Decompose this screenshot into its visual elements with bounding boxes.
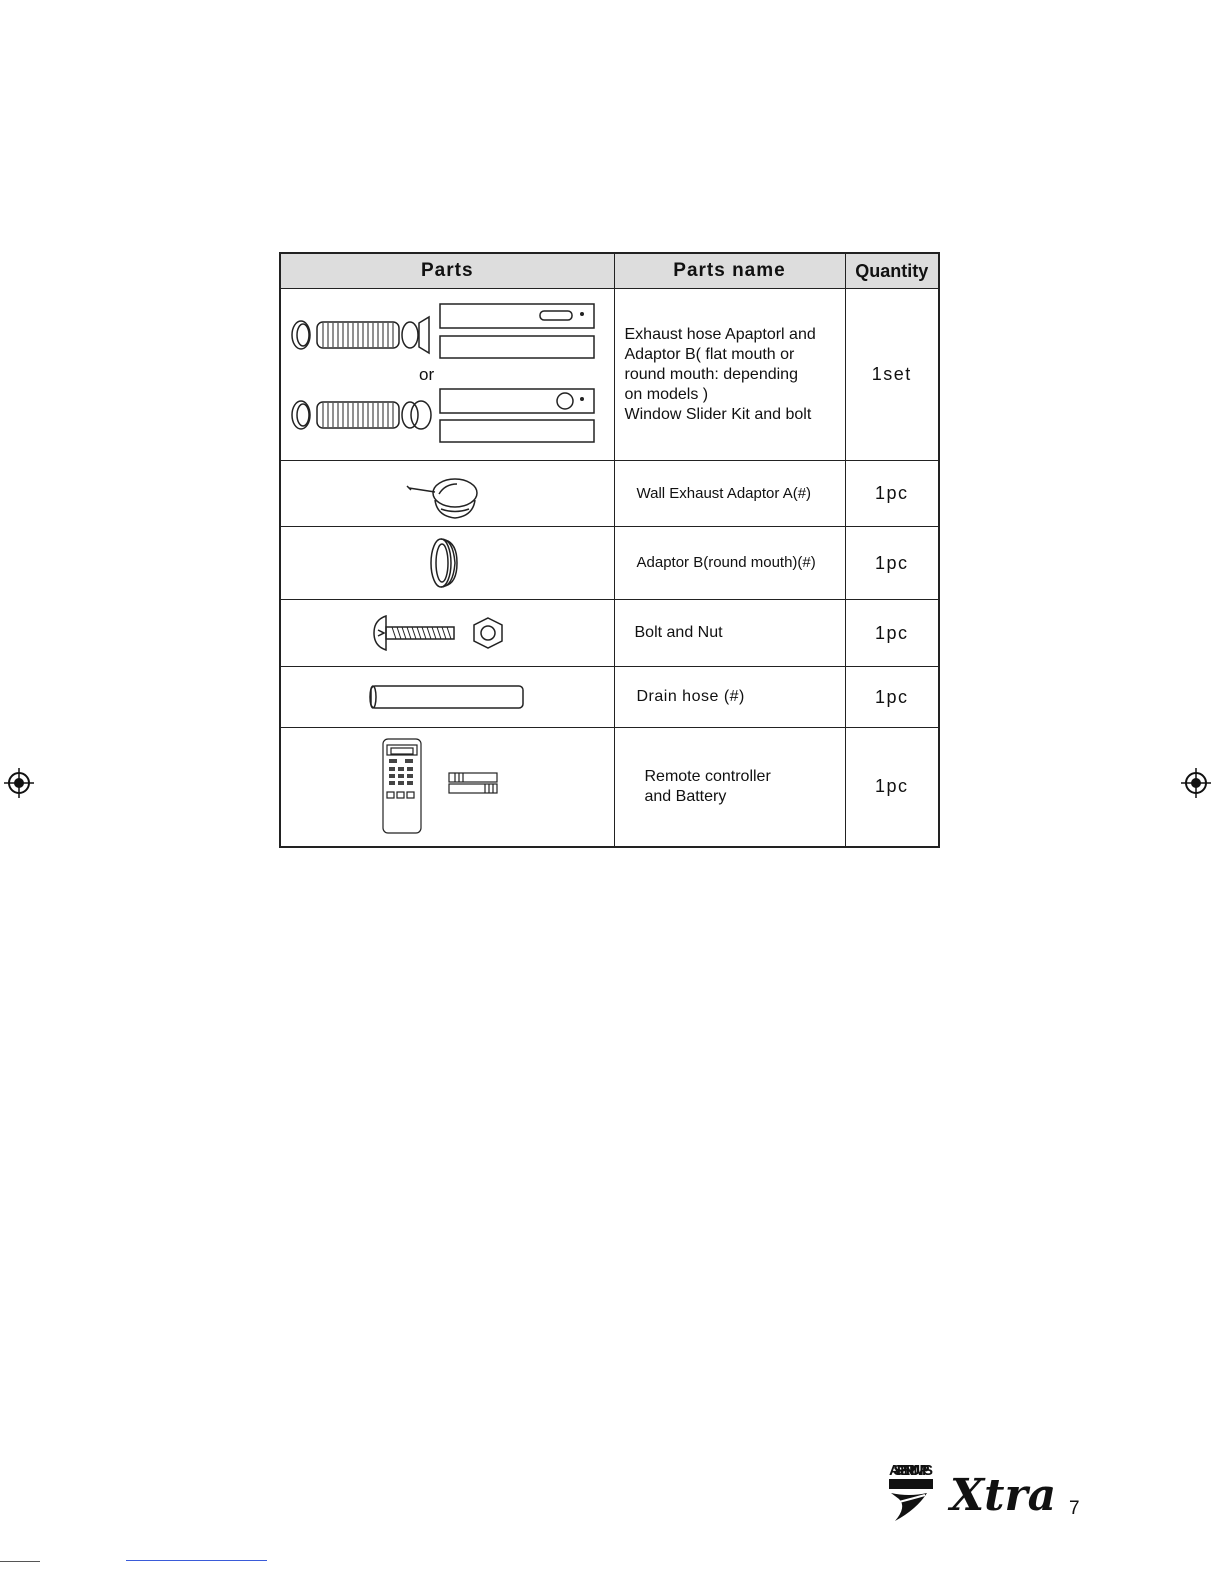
page-number: 7 [1069,1498,1080,1519]
header-quantity: Quantity [845,253,939,289]
or-label: or [419,365,435,384]
aspen-pumps-logo [889,1459,937,1525]
parts-image-cell [280,527,614,600]
registration-mark-right-icon [1181,768,1211,798]
table-row [280,728,939,847]
remote-and-battery-icon [377,737,517,837]
footer-rule-left [0,1561,40,1562]
registration-mark-left-icon [4,768,34,798]
xtra-logo [950,1462,1057,1524]
parts-name-cell: Wall Exhaust Adaptor A(#) [614,461,845,527]
quantity-cell: 1pc [845,527,939,600]
table-row [280,461,939,527]
footer-rule-blue [126,1560,267,1561]
parts-table [279,252,940,848]
svg-text:Xtra: Xtra [950,1470,1057,1521]
parts-image-cell [280,728,614,847]
parts-image-cell [280,461,614,527]
exhaust-hose-and-window-slider-icon [281,289,615,460]
svg-text:ASPEN PUMPS: ASPEN PUMPS [889,1462,933,1479]
table-row [280,289,939,461]
header-parts: Parts [280,253,614,289]
quantity-cell: 1pc [845,600,939,667]
quantity-cell: 1set [845,289,939,461]
quantity-cell: 1pc [845,667,939,728]
table-row [280,600,939,667]
parts-image-cell [280,289,614,461]
table-header-row [280,253,939,289]
quantity-cell: 1pc [845,728,939,847]
parts-image-cell [280,600,614,667]
parts-name-cell: Bolt and Nut [614,600,845,667]
parts-name-cell: Drain hose (#) [614,667,845,728]
table-row [280,667,939,728]
parts-image-cell [280,667,614,728]
round-adaptor-icon [417,531,477,595]
quantity-cell: 1pc [845,461,939,527]
header-parts-name: Parts name [614,253,845,289]
wall-exhaust-adaptor-icon [397,464,497,524]
parts-name-cell: Remote controller and Battery [614,728,845,847]
bolt-and-nut-icon [372,608,522,658]
drain-hose-icon [367,682,527,712]
parts-name-cell: Adaptor B(round mouth)(#) [614,527,845,600]
parts-name-cell: Exhaust hose Apaptorl and Adaptor B( flat mouth or round mouth: depending on models ) Window Slider Kit and bolt [614,289,845,461]
table-row [280,527,939,600]
